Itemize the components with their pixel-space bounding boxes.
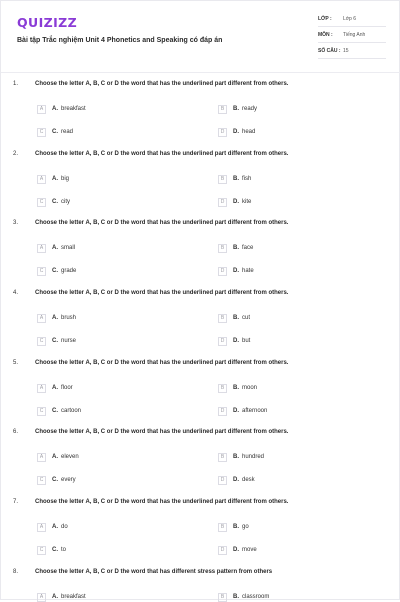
question-number: 6.: [13, 429, 19, 435]
option-word: hundred: [242, 454, 265, 460]
option-key: C.: [52, 268, 58, 274]
meta-value: Tiếng Anh: [343, 31, 366, 38]
option-word: every: [61, 477, 76, 483]
answer-option[interactable]: [37, 336, 76, 346]
option-key: A.: [52, 106, 58, 112]
option-letter-box: A: [37, 384, 46, 393]
option-letter-box: C: [37, 407, 46, 416]
header-divider: [1, 72, 400, 73]
question-number: 8.: [13, 569, 19, 575]
option-word: breakfast: [61, 106, 86, 112]
question-number: 2.: [13, 151, 19, 157]
page-title: Bài tập Trắc nghiệm Unit 4 Phonetics and Speaking có đáp án: [17, 37, 223, 44]
option-letter-box: C: [37, 267, 46, 276]
answer-option[interactable]: [218, 592, 269, 602]
option-key: A.: [52, 594, 58, 600]
answer-option[interactable]: [37, 266, 76, 276]
option-word: fish: [242, 176, 252, 182]
option-key: C.: [52, 338, 58, 344]
answer-option[interactable]: [218, 383, 257, 393]
question-number: 1.: [13, 81, 19, 87]
option-word: city: [61, 199, 70, 205]
question-text: Choose the letter A, B, C or D the word that has the underlined part different from others.: [35, 81, 289, 87]
option-word: cut: [242, 315, 251, 321]
option-label: [233, 268, 254, 274]
option-letter-box: D: [218, 407, 227, 416]
meta-row-subject: [318, 27, 386, 43]
answer-option[interactable]: [218, 127, 255, 137]
option-letter-box: C: [37, 476, 46, 485]
option-key: B.: [233, 454, 239, 460]
option-word: eleven: [61, 454, 79, 460]
option-label: [52, 245, 75, 251]
option-key: C.: [52, 477, 58, 483]
option-key: A.: [52, 315, 58, 321]
option-key: D.: [233, 547, 239, 553]
option-word: moon: [242, 385, 258, 391]
option-word: face: [242, 245, 254, 251]
option-letter-box: D: [218, 198, 227, 207]
option-letter-box: A: [37, 523, 46, 532]
option-word: do: [61, 524, 68, 530]
option-label: [233, 454, 264, 460]
option-label: [233, 176, 251, 182]
option-key: D.: [233, 199, 239, 205]
option-label: [233, 408, 267, 414]
option-key: D.: [233, 408, 239, 414]
option-label: [233, 245, 253, 251]
question-number: 5.: [13, 360, 19, 366]
option-key: C.: [52, 408, 58, 414]
option-letter-box: B: [218, 244, 227, 253]
meta-info: [318, 11, 386, 59]
option-word: small: [61, 245, 76, 251]
option-word: breakfast: [61, 594, 86, 600]
answer-option[interactable]: [218, 174, 251, 184]
option-word: desk: [242, 477, 255, 483]
answer-option[interactable]: [218, 243, 253, 253]
question-text: Choose the letter A, B, C or D the word that has the underlined part different from others.: [35, 429, 289, 435]
option-word: cartoon: [61, 408, 82, 414]
option-letter-box: A: [37, 105, 46, 114]
option-label: [52, 199, 70, 205]
option-label: [233, 129, 255, 135]
option-label: [233, 338, 250, 344]
answer-option[interactable]: [37, 475, 76, 485]
option-letter-box: B: [218, 175, 227, 184]
option-label: [52, 176, 69, 182]
answer-option[interactable]: [37, 592, 86, 602]
answer-option[interactable]: [218, 266, 254, 276]
answer-option[interactable]: [218, 522, 249, 532]
option-letter-box: D: [218, 267, 227, 276]
option-word: move: [242, 547, 257, 553]
option-label: [52, 454, 79, 460]
option-letter-box: A: [37, 244, 46, 253]
option-label: [52, 338, 76, 344]
option-key: A.: [52, 245, 58, 251]
question-text: Choose the letter A, B, C or D the word that has the underlined part different from others.: [35, 220, 289, 226]
option-letter-box: B: [218, 523, 227, 532]
option-key: D.: [233, 268, 239, 274]
option-label: [52, 594, 86, 600]
option-letter-box: C: [37, 546, 46, 555]
option-letter-box: D: [218, 476, 227, 485]
option-word: classroom: [242, 594, 270, 600]
option-letter-box: B: [218, 314, 227, 323]
answer-option[interactable]: [218, 104, 257, 114]
answer-option[interactable]: [37, 383, 73, 393]
option-word: head: [242, 129, 256, 135]
option-key: B.: [233, 106, 239, 112]
meta-value: 15: [343, 47, 349, 54]
meta-row-grade: [318, 11, 386, 27]
option-label: [52, 547, 66, 553]
option-label: [233, 547, 257, 553]
option-label: [52, 477, 76, 483]
answer-option[interactable]: [37, 522, 68, 532]
option-label: [233, 524, 249, 530]
option-letter-box: C: [37, 198, 46, 207]
question-text: Choose the letter A, B, C or D the word that has the underlined part different from others.: [35, 499, 289, 505]
answer-option[interactable]: [218, 197, 251, 207]
option-key: D.: [233, 338, 239, 344]
option-letter-box: A: [37, 453, 46, 462]
answer-option[interactable]: [37, 406, 81, 416]
option-letter-box: D: [218, 337, 227, 346]
option-word: nurse: [61, 338, 77, 344]
option-letter-box: A: [37, 314, 46, 323]
option-letter-box: A: [37, 593, 46, 602]
answer-option[interactable]: [37, 545, 66, 555]
option-word: big: [61, 176, 70, 182]
quizizz-logo: QUIZIZZ: [17, 15, 78, 30]
option-letter-box: D: [218, 128, 227, 137]
option-word: floor: [61, 385, 73, 391]
answer-option[interactable]: [37, 313, 76, 323]
answer-option[interactable]: [37, 452, 79, 462]
question-number: 4.: [13, 290, 19, 296]
option-letter-box: B: [218, 105, 227, 114]
option-label: [233, 199, 251, 205]
answer-option[interactable]: [218, 545, 257, 555]
question-text: Choose the letter A, B, C or D the word that has the underlined part different from others.: [35, 151, 289, 157]
option-word: to: [61, 547, 67, 553]
option-word: brush: [61, 315, 77, 321]
option-key: C.: [52, 547, 58, 553]
option-word: afternoon: [242, 408, 268, 414]
option-word: grade: [61, 268, 77, 274]
answer-option[interactable]: [218, 313, 250, 323]
question-text: Choose the letter A, B, C or D the word that has the underlined part different from others.: [35, 360, 289, 366]
option-key: B.: [233, 315, 239, 321]
option-label: [52, 408, 81, 414]
answer-option[interactable]: [218, 406, 267, 416]
option-key: B.: [233, 176, 239, 182]
meta-label: LỚP :: [318, 15, 332, 22]
option-letter-box: B: [218, 453, 227, 462]
question-number: 3.: [13, 220, 19, 226]
option-key: B.: [233, 245, 239, 251]
option-key: A.: [52, 385, 58, 391]
question-text: Choose the letter A, B, C or D the word that has different stress pattern from others: [35, 569, 273, 575]
meta-row-count: [318, 43, 386, 59]
option-key: C.: [52, 129, 58, 135]
option-word: hate: [242, 268, 254, 274]
option-key: C.: [52, 199, 58, 205]
answer-option[interactable]: [37, 104, 86, 114]
option-label: [52, 106, 86, 112]
answer-option[interactable]: [37, 127, 73, 137]
meta-value: Lớp 6: [343, 15, 357, 22]
option-key: B.: [233, 524, 239, 530]
option-key: D.: [233, 129, 239, 135]
option-key: A.: [52, 176, 58, 182]
answer-option[interactable]: [37, 174, 69, 184]
option-label: [52, 524, 68, 530]
answer-option[interactable]: [218, 452, 264, 462]
option-label: [233, 315, 250, 321]
option-key: D.: [233, 477, 239, 483]
option-key: A.: [52, 454, 58, 460]
option-letter-box: B: [218, 384, 227, 393]
option-word: kite: [242, 199, 252, 205]
question-text: Choose the letter A, B, C or D the word that has the underlined part different from others.: [35, 290, 289, 296]
option-letter-box: A: [37, 175, 46, 184]
question-number: 7.: [13, 499, 19, 505]
meta-label: SỐ CÂU :: [318, 47, 341, 54]
meta-label: MÔN :: [318, 31, 333, 38]
option-word: but: [242, 338, 251, 344]
option-label: [233, 594, 269, 600]
option-label: [52, 129, 73, 135]
option-word: read: [61, 129, 74, 135]
option-key: A.: [52, 524, 58, 530]
option-letter-box: D: [218, 546, 227, 555]
option-word: go: [242, 524, 249, 530]
option-letter-box: B: [218, 593, 227, 602]
option-letter-box: C: [37, 128, 46, 137]
option-label: [233, 385, 257, 391]
option-label: [233, 477, 255, 483]
answer-option[interactable]: [218, 475, 255, 485]
option-label: [52, 315, 76, 321]
option-label: [52, 385, 73, 391]
answer-option[interactable]: [37, 197, 70, 207]
option-key: B.: [233, 594, 239, 600]
answer-option[interactable]: [37, 243, 75, 253]
option-label: [52, 268, 76, 274]
option-word: ready: [242, 106, 258, 112]
option-letter-box: C: [37, 337, 46, 346]
option-key: B.: [233, 385, 239, 391]
answer-option[interactable]: [218, 336, 250, 346]
option-label: [233, 106, 257, 112]
